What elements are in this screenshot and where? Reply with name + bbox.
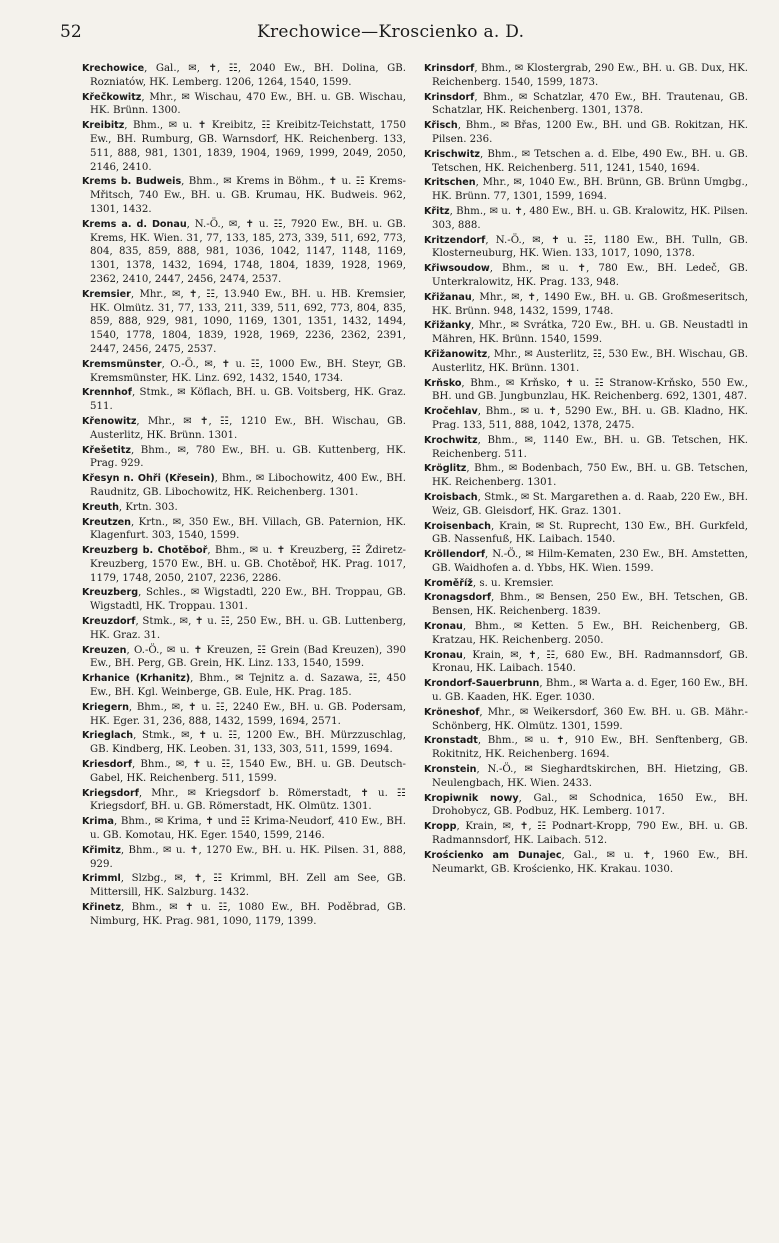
page-number: 52 [60,22,82,42]
entry-headword: Kroisenbach [424,520,491,532]
entry-headword: Křisch [424,120,458,132]
gazetteer-entry [82,729,406,757]
entry-headword: Kriegern [82,701,129,713]
entry-headword: Křečkowitz [82,91,142,103]
entry-text: , Bhm., ✉ Krňsko, ✝ u. ☷ Stranow-Krňsko, 550 Ew., BH. und GB. Jungbunzlau, HK. Reichenberg. 692, 1301, 487. [432,377,748,403]
gazetteer-entry [82,586,406,614]
entry-headword: Křešetitz [82,444,131,456]
gazetteer-entry [424,820,748,848]
gazetteer-entry [82,516,406,544]
gazetteer-entry [424,792,748,820]
entry-headword: Křižanowitz [424,348,488,360]
entry-headword: Kreuzdorf [82,616,136,628]
entry-headword: Kreuth [82,501,119,513]
entry-headword: Kremsmünster [82,358,162,370]
entry-text: , Bhm., ✉ u. ✝ Kreuzberg, ☷ Ždiretz-Kreuzberg, 1570 Ew., BH. u. GB. Chotěboř, HK. Prag. 1017, 1179, 1748, 2050, 2107, 2236, 2286. [90,545,406,584]
entry-text: , Bhm., ✉ Klostergrab, 290 Ew., BH. u. GB. Dux, HK. Reichenberg. 1540, 1599, 1873. [432,63,748,88]
gazetteer-entry [424,148,748,176]
gazetteer-entry [424,91,748,119]
gazetteer-entry [424,119,748,147]
gazetteer-entry [424,291,748,319]
entry-text: , Bhm., ✉ u. ✝, 780 Ew., BH. Ledeč, GB. Unterkralowitz, HK. Prag. 133, 948. [432,263,748,288]
entry-text: , N.-Ö., ✉, ✝ u. ☷, 1180 Ew., BH. Tulln, GB. Klosterneuburg, HK. Wien. 133, 1017, 1090, 1378. [432,234,748,260]
entry-text: , N.-Ö., ✉ Sieghardtskirchen, BH. Hietzing, GB. Neulengbach, HK. Wien. 2433. [432,764,748,789]
gazetteer-entry [82,815,406,843]
gazetteer-entry [82,386,406,414]
gazetteer-entry [82,218,406,287]
entry-text: , s. u. Kremsier. [472,577,554,589]
entry-headword: Kreutzen [82,516,132,528]
entry-headword: Křinetz [82,902,121,914]
gazetteer-entry [424,849,748,877]
entry-text: , Stmk., ✉, ✝ u. ☷, 1200 Ew., BH. Mürzzuschlag, GB. Kindberg, HK. Leoben. 31, 133, 303, 511, 1599, 1694. [90,730,406,756]
entry-text: , Bhm., ✉ u. ✝, 5290 Ew., BH. u. GB. Kladno, HK. Prag. 133, 511, 888, 1042, 1378, 2475. [432,406,748,431]
gazetteer-entry [82,288,406,357]
entry-headword: Kroisbach [424,491,478,503]
entry-text: , Stmk., ✉ St. Margarethen a. d. Raab, 220 Ew., BH. Weiz, GB. Gleisdorf, HK. Graz. 1301. [432,491,748,517]
entry-text: , Krain, ✉, ✝, ☷, 680 Ew., BH. Radmannsdorf, GB. Kronau, HK. Laibach. 1540. [432,649,748,675]
entry-headword: Krems b. Budweis [82,176,182,188]
entry-headword: Krechowice [82,63,145,74]
entry-headword: Kreibitz [82,120,125,132]
gazetteer-entry [82,672,406,700]
gazetteer-entry [424,620,748,648]
entry-text: , Bhm., ✉, 1140 Ew., BH. u. GB. Tetschen, HK. Reichenberg. 511. [432,434,748,460]
entry-headword: Křenowitz [82,415,137,427]
entry-headword: Krochwitz [424,434,478,446]
entry-headword: Krinsdorf [424,91,475,103]
gazetteer-entry [424,234,748,262]
gazetteer-entry [82,119,406,174]
entry-text: , Krtn., ✉, 350 Ew., BH. Villach, GB. Paternion, HK. Klagenfurt. 303, 1540, 1599. [90,516,406,542]
entry-text: , Mhr., ✉ Svrátka, 720 Ew., BH. u. GB. Neustadtl in Mähren, HK. Brünn. 1540, 1599. [432,320,748,346]
entry-headword: Kroměříž [424,577,473,589]
gazetteer-entry [82,844,406,872]
entry-headword: Kreuzberg b. Chotěboř [82,545,208,557]
entry-text: , Krain, ✉ St. Ruprecht, 130 Ew., BH. Gurkfeld, GB. Nassenfuß, HK. Laibach. 1540. [432,520,748,546]
entry-headword: Kronstein [424,764,477,776]
gazetteer-entry [424,176,748,204]
gazetteer-entry [424,520,748,548]
gazetteer-entry [82,615,406,643]
entry-headword: Kreuzen [82,644,127,656]
entry-headword: Kronau [424,649,463,661]
entry-text: , Bhm., ✉, 780 Ew., BH. u. GB. Kuttenberg, HK. Prag. 929. [90,444,406,470]
gazetteer-entry [424,377,748,405]
entry-text: , Bhm., ✉, ✝ u. ☷, 2240 Ew., BH. u. GB. Podersam, HK. Eger. 31, 236, 888, 1432, 1599, 1694, 2571. [90,701,406,727]
entry-headword: Kröglitz [424,463,467,475]
entry-text: , Bhm., ✉ Ketten. 5 Ew., BH. Reichenberg, GB. Kratzau, HK. Reichenberg. 2050. [432,621,748,646]
gazetteer-entry [424,405,748,433]
entry-text: , Bhm., ✉ Bodenbach, 750 Ew., BH. u. GB. Tetschen, HK. Reichenberg. 1301. [432,463,748,489]
gazetteer-entry [424,734,748,762]
gazetteer-columns [82,62,749,930]
entry-text: , Mhr., ✉, 1040 Ew., BH. Brünn, GB. Brünn Umgbg., HK. Brünn. 77, 1301, 1599, 1694. [432,177,748,203]
gazetteer-entry [424,706,748,734]
entry-headword: Kronstadt [424,735,478,747]
entry-headword: Kročehlav [424,406,478,418]
entry-headword: Kritschen [424,177,476,189]
gazetteer-entry [424,205,748,233]
gazetteer-entry [424,348,748,376]
entry-text: , Slzbg., ✉, ✝, ☷ Krimml, BH. Zell am See, GB. Mittersill, HK. Salzburg. 1432. [90,873,406,899]
gazetteer-entry [424,548,748,576]
gazetteer-entry [82,901,406,929]
gazetteer-entry [82,544,406,585]
entry-text: , Schles., ✉ Wigstadtl, 220 Ew., BH. Troppau, GB. Wigstadtl, HK. Troppau. 1301. [90,587,406,613]
right-column [424,62,748,930]
entry-text: , Bhm., ✉ Krima, ✝ und ☷ Krima-Neudorf, 410 Ew., BH. u. GB. Komotau, HK. Eger. 1540, 1599, 2146. [90,816,406,842]
entry-text: , Mhr., ✉ Kriegsdorf b. Römerstadt, ✝ u. ☷ Kriegsdorf, BH. u. GB. Römerstadt, HK. Olmütz. 1301. [90,787,406,813]
gazetteer-entry [82,175,406,216]
entry-headword: Krischwitz [424,148,481,160]
entry-text: , Bhm., ✉ Libochowitz, 400 Ew., BH. Raudnitz, GB. Libochowitz, HK. Reichenberg. 1301. [90,473,406,498]
entry-headword: Krňsko [424,377,462,389]
gazetteer-entry [424,763,748,791]
entry-headword: Krima [82,816,114,828]
gazetteer-entry [424,434,748,462]
entry-text: , Mhr., ✉, ✝, ☷, 13.940 Ew., BH. u. HB. Kremsier, HK. Olmütz. 31, 77, 133, 211, 339, 511, 692, 773, 804, 835, 859, 888, 929, 981, 1090, 1169, 1301, 1351, 1432, 1494, 1540, 1778, 1804, 1839, 1928, 1969, 2236, 2362, 2391, 2447, 2456, 2475, 2537. [90,288,406,355]
entry-text: , Bhm., ✉ Schatzlar, 470 Ew., BH. Trautenau, GB. Schatzlar, HK. Reichenberg. 1301, 1378. [432,91,748,117]
entry-text: , O.-Ö., ✉, ✝ u. ☷, 1000 Ew., BH. Steyr, GB. Kremsmünster, HK. Linz. 692, 1432, 1540, 1734. [90,358,406,384]
entry-text: , Bhm., ✉ Tetschen a. d. Elbe, 490 Ew., BH. u. GB. Tetschen, HK. Reichenberg. 511, 1241, 1540, 1694. [432,148,748,174]
gazetteer-entry [82,872,406,900]
page-header [60,22,749,56]
entry-text: , O.-Ö., ✉ u. ✝ Kreuzen, ☷ Grein (Bad Kreuzen), 390 Ew., BH. Perg, GB. Grein, HK. Linz. 133, 1540, 1599. [90,644,406,670]
entry-text: , Mhr., ✉ ✝, ☷, 1210 Ew., BH. Wischau, GB. Austerlitz, HK. Brünn. 1301. [90,415,406,441]
gazetteer-entry [424,677,748,705]
left-column [82,62,406,930]
entry-headword: Křimitz [82,844,121,856]
gazetteer-entry [424,62,748,90]
gazetteer-entry [424,591,748,619]
entry-headword: Křiwsoudow [424,263,490,275]
gazetteer-entry [424,462,748,490]
entry-text: , Bhm., ✉ Tejnitz a. d. Sazawa, ☷, 450 Ew., BH. Kgl. Weinberge, GB. Eule, HK. Prag. 185. [90,673,406,699]
gazetteer-entry [82,91,406,119]
entry-text: , Mhr., ✉ Austerlitz, ☷, 530 Ew., BH. Wischau, GB. Austerlitz, HK. Brünn. 1301. [432,348,748,374]
entry-headword: Kritzendorf [424,234,486,246]
entry-text: , Bhm., ✉ Krems in Böhm., ✝ u. ☷ Krems-Mřitsch, 740 Ew., BH. u. GB. Krumau, HK. Budweis. 962, 1301, 1432. [90,176,406,215]
entry-headword: Krościenko am Dunajec [424,849,562,861]
entry-headword: Kriesdorf [82,759,133,771]
gazetteer-entry [424,577,748,591]
entry-headword: Křesyn n. Ohři (Křesein) [82,473,215,485]
entry-text: , Bhm., ✉ Warta a. d. Eger, 160 Ew., BH. u. GB. Kaaden, HK. Eger. 1030. [432,678,748,704]
gazetteer-entry [82,62,406,90]
gazetteer-entry [82,701,406,729]
entry-headword: Krimml [82,873,121,885]
gazetteer-entry [82,358,406,386]
gazetteer-entry [82,644,406,672]
gazetteer-entry [424,649,748,677]
entry-text: , Bhm., ✉ u. ✝, 1270 Ew., BH. u. HK. Pilsen. 31, 888, 929. [90,844,406,870]
entry-headword: Kriegsdorf [82,787,139,799]
entry-text: , Bhm., ✉ ✝ u. ☷, 1080 Ew., BH. Poděbrad, GB. Nimburg, HK. Prag. 981, 1090, 1179, 1399. [90,902,406,927]
entry-text: , Gal., ✉, ✝, ☷, 2040 Ew., BH. Dolina, GB. Rozniatów, HK. Lemberg. 1206, 1264, 1540, 1599. [90,63,406,88]
gazetteer-entry [82,472,406,500]
entry-text: , Bhm., ✉ u. ✝, 480 Ew., BH. u. GB. Kralowitz, HK. Pilsen. 303, 888. [432,205,748,231]
gazetteer-entry [82,444,406,472]
entry-text: , Mhr., ✉, ✝, 1490 Ew., BH. u. GB. Großmeseritsch, HK. Brünn. 948, 1432, 1599, 1748. [432,291,748,317]
entry-text: , Gal., ✉ Schodnica, 1650 Ew., BH. Drohobycz, GB. Podbuz, HK. Lemberg. 1017. [432,792,748,818]
entry-text: , Gal., ✉ u. ✝, 1960 Ew., BH. Neumarkt, GB. Krościenko, HK. Krakau. 1030. [432,849,748,875]
entry-headword: Kronagsdorf [424,592,492,604]
entry-headword: Křižanau [424,291,472,303]
entry-headword: Kremsier [82,288,131,300]
entry-headword: Kronau [424,621,463,633]
gazetteer-entry [82,758,406,786]
gazetteer-entry [424,491,748,519]
entry-headword: Krhanice (Krhanitz) [82,673,191,685]
entry-text: , Bhm., ✉ u. ✝ Kreibitz, ☷ Kreibitz-Teichstatt, 1750 Ew., BH. Rumburg, GB. Warnsdorf, HK. Reichenberg. 133, 511, 888, 981, 1301, 1839, 1904, 1969, 1999, 2049, 2050, 2146, 2410. [90,120,406,173]
entry-text: , Krain, ✉, ✝, ☷ Podnart-Kropp, 790 Ew., BH. u. GB. Radmannsdorf, HK. Laibach. 512. [432,821,748,847]
entry-headword: Křitz [424,205,450,217]
entry-headword: Kreuzberg [82,587,139,599]
entry-text: , Mhr., ✉ Wischau, 470 Ew., BH. u. GB. Wischau, HK. Brünn. 1300. [90,91,406,117]
gazetteer-entry [424,319,748,347]
entry-text: , Bhm., ✉ Břas, 1200 Ew., BH. und GB. Rokitzan, HK. Pilsen. 236. [432,120,748,145]
entry-headword: Krieglach [82,730,134,742]
entry-headword: Krems a. d. Donau [82,218,187,230]
gazetteer-entry [82,501,406,515]
entry-headword: Kropp [424,821,457,833]
entry-headword: Krennhof [82,387,132,399]
entry-headword: Kröneshof [424,706,480,718]
entry-headword: Křižanky [424,320,471,332]
gazetteer-entry [82,787,406,815]
entry-headword: Krinsdorf [424,63,475,74]
entry-text: , Bhm., ✉ u. ✝, 910 Ew., BH. Senftenberg, GB. Rokitnitz, HK. Reichenberg. 1694. [432,735,748,761]
entry-text: , Stmk., ✉, ✝ u. ☷, 250 Ew., BH. u. GB. Luttenberg, HK. Graz. 31. [90,616,406,641]
entry-text: , N.-Ö., ✉, ✝ u. ☷, 7920 Ew., BH. u. GB. Krems, HK. Wien. 31, 77, 133, 185, 273, 339, 511, 692, 773, 804, 835, 859, 888, 981, 1036, 1042, 1147, 1148, 1169, 1301, 1378, 1432, 1694, 1748, 1804, 1839, 1928, 1969, 2362, 2410, 2447, 2456, 2474, 2537. [90,218,406,285]
entry-text: , Bhm., ✉, ✝ u. ☷, 1540 Ew., BH. u. GB. Deutsch-Gabel, HK. Reichenberg. 511, 1599. [90,759,406,784]
entry-text: , Mhr., ✉ Weikersdorf, 360 Ew. BH. u. GB. Mähr.-Schönberg, HK. Olmütz. 1301, 1599. [432,706,748,732]
gazetteer-entry [424,262,748,290]
entry-text: , Krtn. 303. [118,501,178,513]
running-head: Krechowice—Kroscienko a. D. [257,22,525,42]
entry-text: , Bhm., ✉ Bensen, 250 Ew., BH. Tetschen, GB. Bensen, HK. Reichenberg. 1839. [432,592,748,618]
entry-headword: Kropiwnik nowy [424,792,519,804]
entry-headword: Krondorf-Sauerbrunn [424,678,540,690]
gazetteer-entry [82,415,406,443]
entry-headword: Kröllendorf [424,549,486,561]
entry-text: , Stmk., ✉ Köflach, BH. u. GB. Voitsberg, HK. Graz. 511. [90,387,406,413]
entry-text: , N.-Ö., ✉ Hilm-Kematen, 230 Ew., BH. Amstetten, GB. Waidhofen a. d. Ybbs, HK. Wien. 1599. [432,549,748,574]
